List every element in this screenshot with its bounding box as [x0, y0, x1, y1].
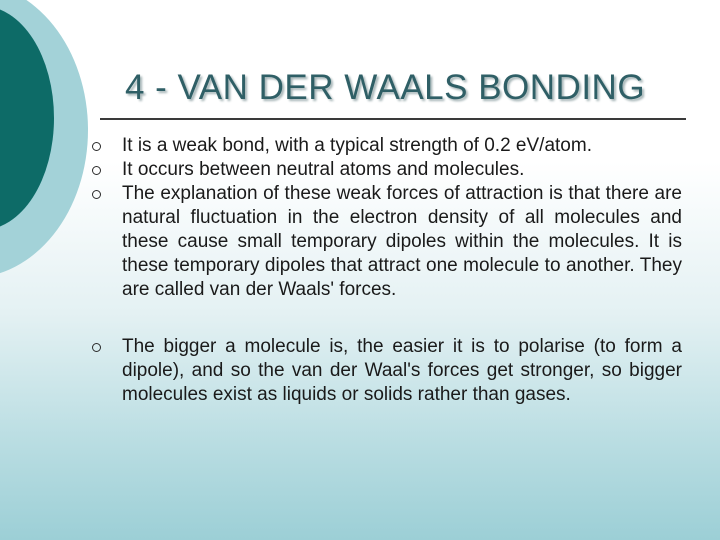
slide-title: 4 - VAN DER WAALS BONDING: [124, 68, 646, 107]
bullet-circle-icon: [92, 166, 101, 175]
bullet-list: [90, 134, 682, 407]
bullet-item: [90, 182, 682, 302]
title-divider: [100, 118, 686, 120]
bullet-text: It is a weak bond, with a typical strength of 0.2 eV/atom.: [122, 135, 592, 156]
bullet-circle-icon: [92, 142, 101, 151]
bullet-text: It occurs between neutral atoms and molecules.: [122, 159, 525, 180]
bullet-item: [90, 335, 682, 407]
bullet-circle-icon: [92, 190, 101, 199]
bullet-circle-icon: [92, 343, 101, 352]
bullet-item: [90, 158, 682, 182]
bullet-text: The bigger a molecule is, the easier it is to polarise (to form a dipole), and so the van der Waal's forces get stronger, so bigger molecules exist as liquids or solids rather than gases.: [122, 336, 682, 405]
bullet-text: The explanation of these weak forces of attraction is that there are natural fluctuation in the electron density of all molecules and these cause small temporary dipoles within the molecules. It is these temporary dipoles that attract one molecule to another. They are called van der Waals' forces.: [122, 183, 682, 300]
bullet-item: [90, 134, 682, 158]
